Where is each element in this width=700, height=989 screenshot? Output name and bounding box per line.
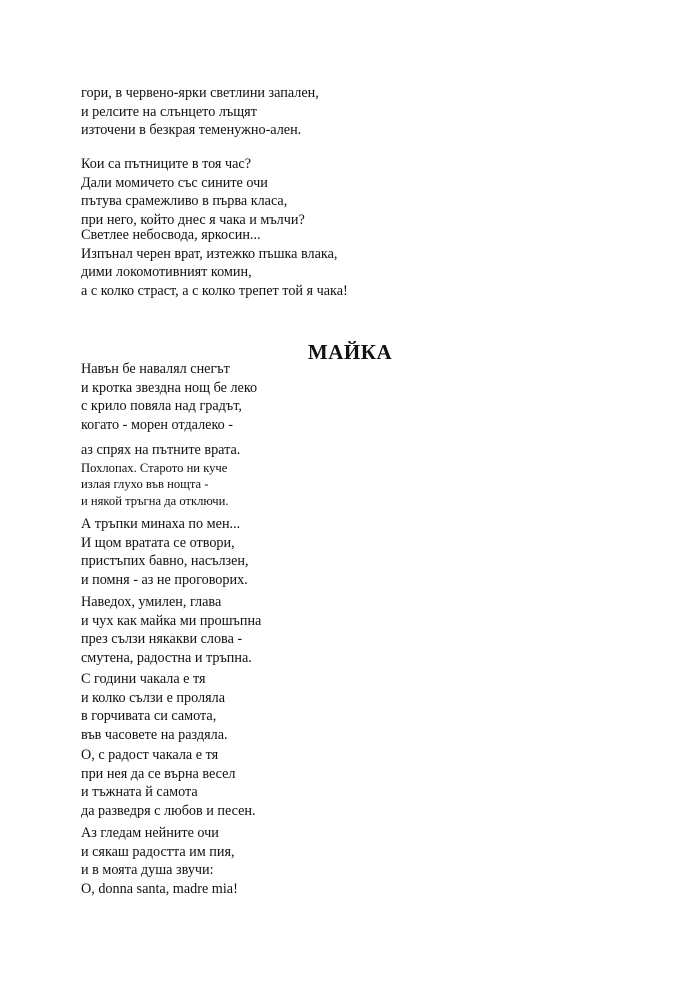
verse-line: и тъжната й самота [81, 784, 198, 801]
verse-line: при него, който днес я чака и мълчи? [81, 211, 305, 228]
prev-poem-stanza-1 [81, 84, 319, 140]
verse-line: Изпънал черен врат, изтежко пъшка влака, [81, 245, 338, 262]
verse-line: дими локомотивният комин, [81, 264, 252, 281]
verse-line: Навън бе навалял снегът [81, 361, 230, 377]
poem-stanza-7 [81, 824, 238, 898]
verse-line: гори, в червено-ярки светлини запален, [81, 85, 319, 101]
verse-line: О, с радост чакала е тя [81, 747, 219, 763]
verse-line: пристъпих бавно, насълзен, [81, 553, 249, 570]
verse-line: и чух как майка ми прошъпна [81, 612, 262, 629]
verse-line: И щом вратата се отвори, [81, 534, 235, 551]
verse-line: а с колко страст, а с колко трепет той я чака! [81, 282, 348, 299]
verse-line: Наведох, умилен, глава [81, 594, 222, 610]
verse-line: и помня - аз не проговорих. [81, 571, 248, 588]
verse-line: Кои са пътниците в тоя час? [81, 156, 252, 172]
verse-line: във часовете на раздяла. [81, 726, 228, 743]
verse-line: при нея да се върна весел [81, 765, 236, 782]
poem-stanza-3 [81, 515, 249, 589]
poem-stanza-2 [81, 441, 240, 510]
verse-line: Аз гледам нейните очи [81, 825, 219, 841]
verse-line: през сълзи някакви слова - [81, 631, 243, 648]
verse-line: Светлее небосвода, яркосин... [81, 227, 261, 243]
verse-line: Дали момичето със сините очи [81, 174, 268, 191]
verse-line: смутена, радостна и тръпна. [81, 649, 252, 666]
verse-line: с крило повяла над градът, [81, 398, 242, 415]
verse-line: и колко сълзи е проляла [81, 689, 225, 706]
verse-line: когато - морен отдалеко - [81, 416, 234, 433]
poem-title: МАЙКА [307, 340, 393, 365]
poem-stanza-5 [81, 670, 228, 744]
verse-line: и някой тръгна да отключи. [81, 494, 229, 509]
verse-line: излая глухо във нощта - [81, 477, 209, 492]
verse-line: и кротка звездна нощ бе леко [81, 379, 258, 396]
verse-line: и сякаш радостта им пия, [81, 843, 235, 860]
verse-line: аз спрях на пътните врата. [81, 442, 241, 458]
verse-line: А тръпки минаха по мен... [81, 516, 241, 532]
poem-stanza-6 [81, 746, 256, 820]
verse-line: и релсите на слънцето лъщят [81, 103, 257, 120]
verse-line: пътува срамежливо в първа класа, [81, 193, 288, 210]
prev-poem-stanza-3 [81, 226, 348, 300]
verse-line: и в моята душа звучи: [81, 862, 214, 879]
verse-line: в горчивата си самота, [81, 708, 217, 725]
prev-poem-stanza-2 [81, 155, 305, 229]
verse-line: С години чакала е тя [81, 671, 206, 687]
poem-stanza-4 [81, 593, 261, 667]
verse-line: O, donna santa, madre mia! [81, 880, 238, 897]
verse-line: да разведря с любов и песен. [81, 802, 256, 819]
poem-stanza-1 [81, 360, 257, 434]
verse-line: Похлопах. Старото ни куче [81, 460, 228, 475]
verse-line: източени в безкрая теменужно-ален. [81, 122, 302, 139]
